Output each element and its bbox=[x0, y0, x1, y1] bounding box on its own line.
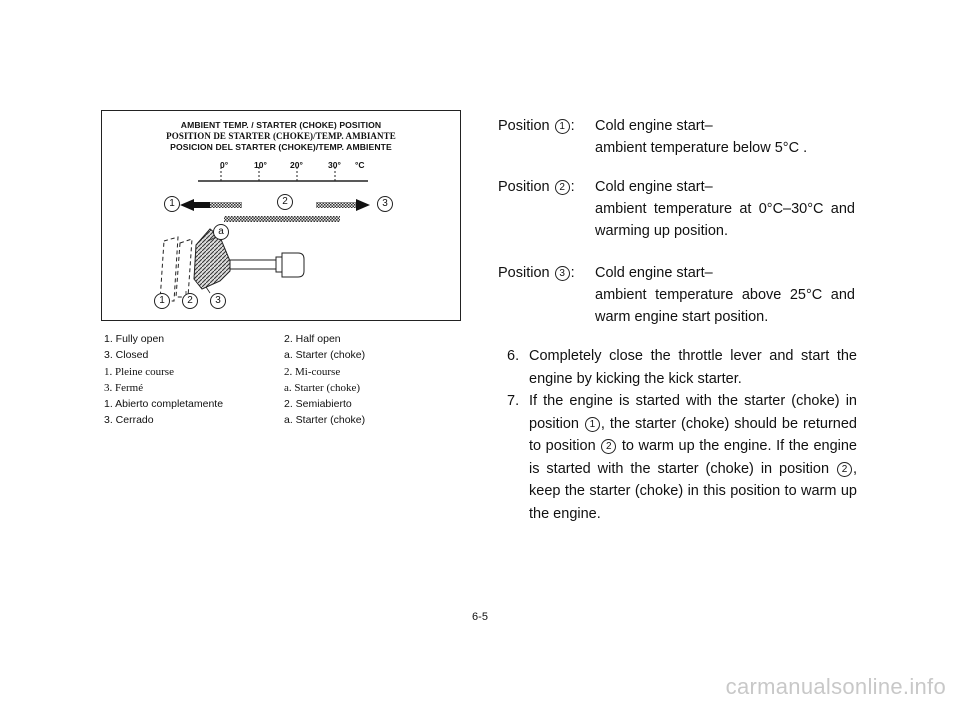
caption-cell: 2. Mi-course bbox=[284, 365, 341, 378]
figure-captions bbox=[104, 331, 464, 429]
caption-row bbox=[104, 347, 464, 363]
position-desc: ambient temperature above 25°C and warm engine start position. bbox=[595, 287, 855, 325]
callout-bottom-2: 2 bbox=[182, 293, 198, 309]
position-head: Cold engine start– bbox=[595, 265, 713, 281]
callout-pos2: 2 bbox=[277, 194, 293, 210]
position-label: Position bbox=[498, 179, 550, 195]
pos1-range-bar bbox=[210, 202, 242, 208]
caption-cell: 1. Abierto completamente bbox=[104, 398, 224, 411]
position-number-circle: 2 bbox=[555, 180, 570, 195]
position-head: Cold engine start– bbox=[595, 179, 713, 195]
tick-unit: °C bbox=[355, 160, 365, 170]
position-desc: ambient temperature at 0°C–30°C and warming up position. bbox=[595, 201, 855, 239]
position-number-circle: 2 bbox=[837, 462, 852, 477]
caption-cell: a. Starter (choke) bbox=[284, 349, 366, 362]
step-7 bbox=[507, 390, 857, 525]
figure-title-fr: POSITION DE STARTER (CHOKE)/TEMP. AMBIANTE bbox=[166, 131, 396, 141]
caption-cell: a. Starter (choke) bbox=[284, 414, 366, 427]
figure-title-en: AMBIENT TEMP. / STARTER (CHOKE) POSITION bbox=[180, 120, 382, 130]
pos3-range-bar bbox=[316, 202, 356, 208]
caption-row bbox=[104, 364, 464, 380]
position-number-circle: 2 bbox=[601, 439, 616, 454]
position-2-block: Position 2 : Cold engine start– ambient temperature at 0°C–30°C and warming up position. bbox=[498, 176, 878, 242]
pos3-arrow-head bbox=[356, 199, 370, 211]
choke-diagram bbox=[101, 110, 461, 321]
position-number-circle: 1 bbox=[555, 119, 570, 134]
tick-20: 20° bbox=[290, 160, 303, 170]
caption-row bbox=[104, 380, 464, 396]
position-number-circle: 1 bbox=[585, 417, 600, 432]
caption-row bbox=[104, 412, 464, 428]
pos2-range-bar bbox=[224, 216, 340, 222]
tick-10: 10° bbox=[254, 160, 267, 170]
figure-title-es: POSICION DEL STARTER (CHOKE)/TEMP. AMBIENTE bbox=[170, 142, 392, 152]
caption-cell: 3. Cerrado bbox=[104, 414, 154, 427]
watermark: carmanualsonline.info bbox=[725, 674, 946, 699]
step-6 bbox=[507, 345, 857, 390]
position-label: Position bbox=[498, 265, 550, 281]
callout-a: a bbox=[213, 224, 229, 240]
step-text bbox=[529, 390, 857, 525]
caption-row bbox=[104, 331, 464, 347]
step-text-part: to warm up the engine. If the engine is started with the starter (choke) in position bbox=[529, 438, 857, 477]
caption-cell: a. Starter (choke) bbox=[284, 381, 361, 394]
callout-bottom-3: 3 bbox=[210, 293, 226, 309]
procedure-steps bbox=[507, 345, 857, 525]
step-text-part: , the starter (choke) should be returned to position bbox=[529, 415, 857, 454]
callout-pos1: 1 bbox=[164, 196, 180, 212]
position-desc: ambient temperature below 5°C . bbox=[595, 140, 808, 156]
caption-cell: 2. Semiabierto bbox=[284, 398, 352, 411]
step-number: 6. bbox=[507, 348, 520, 364]
tick-30: 30° bbox=[328, 160, 341, 170]
tick-0: 0° bbox=[220, 160, 229, 170]
position-3-block: Position 3 : Cold engine start– ambient temperature above 25°C and warm engine start position. bbox=[498, 262, 878, 328]
callout-pos3: 3 bbox=[377, 196, 393, 212]
caption-cell: 3. Fermé bbox=[104, 381, 144, 394]
position-number-circle: 3 bbox=[555, 266, 570, 281]
position-1-block: Position 1 : Cold engine start– ambient temperature below 5°C . bbox=[498, 115, 878, 159]
step-text-part: If the engine is started with the starter (choke) in position bbox=[529, 393, 857, 432]
step-text: Completely close the throttle lever and start the engine by kicking the kick starter. bbox=[529, 348, 857, 387]
diagram-artwork bbox=[102, 111, 459, 319]
page-number: 6-5 bbox=[472, 611, 488, 623]
caption-cell: 2. Half open bbox=[284, 333, 341, 345]
callout-bottom-1: 1 bbox=[154, 293, 170, 309]
step-number: 7. bbox=[507, 393, 520, 409]
position-label: Position bbox=[498, 118, 550, 134]
caption-row bbox=[104, 396, 464, 412]
caption-cell: 3. Closed bbox=[104, 349, 149, 362]
caption-cell: 1. Pleine course bbox=[104, 365, 174, 378]
step-text-part: , keep the starter (choke) in this position to warm up the engine. bbox=[529, 460, 858, 522]
pos1-arrow-head bbox=[180, 199, 210, 211]
position-head: Cold engine start– bbox=[595, 118, 713, 134]
caption-cell: 1. Fully open bbox=[104, 333, 165, 345]
